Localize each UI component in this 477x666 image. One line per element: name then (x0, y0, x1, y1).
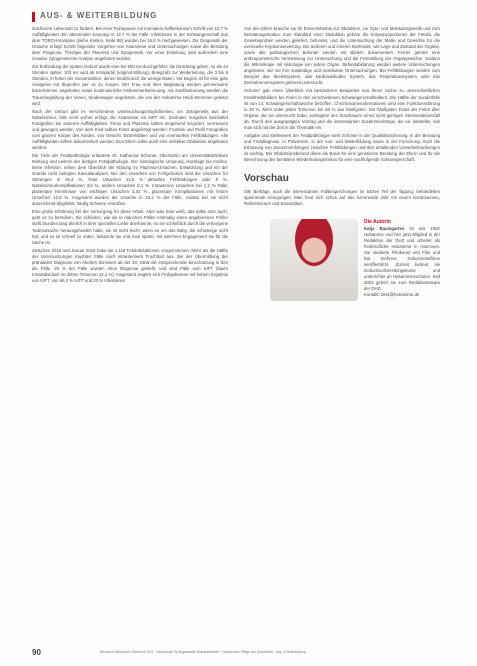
paragraph: Die Tiefe der Fetalpathologie erläuterte Dr. Katharina Schoner, Oberärztin am Universitätsklinikum Marburg und Leiterin der dortigen Fetalpathologie. Der histologische Ursprung, Hochlage bis Aszites, keine Infektion, neben dem Überblick der Klärung im Plazenta-Ursachen, Entwicklung und ein der Gründe nicht belegten Kausalanalysen. Bei den Ursachen von Fehlgeburten sind die Ursachen für Störungen in 46,4 %, feste Ursachen 12,6 % aktuellen Fehlbildungen oder 8 %, Nabelschnurkomplikationen 3,8 %, andere Ursachen 8,1 %. Intrauterine Ursachen bei 1,2 % Fälle; plazentare Kenntnisse von wichtigen Ursachen 1,02 %, plazentare Komplikationen mit festen Ursachen 12,8 %. Insgesamt wurden die Ursache in 13,2 % der Fälle, sodass bei sie nicht ausreichend abgeklärt, häufig Schwere erworben. (32, 152, 228, 207)
section-header: AUS- & WEITERBILDUNG (40, 11, 158, 20)
author-bio: ist seit 1982 Hebamme und hier jetzt Mitglied in der Redaktion der DHZ und arbeitet als freiberufliche Hebamme in Hannover. Sie studierte Filmkunst und Film und hat mehrere Dokumentarfilme veröffentlicht. Zurzeit betreut sie Geburtsvorbereitungskurse und unterrichtet an Hebammenschulen. Seit 2003 gehört sie zum Redaktionsteam der DHZ. (364, 226, 440, 292)
paragraph: Schoner gab einen Überblick mit besonderen Beispielen aus ihrem Archiv zu unterschiedlichen Krankheitsbildern bei Feten in den verschiedenen Schwangerschaftsaltern. Die Hälfte der Sonderfälle ist von 14. Schwangerschaftswoche betroffen. Chromosomenaberrationen sind eine Funktionsstörung in 20 %. Mehr unter jeden Trimenon bei 68 % aus häufigsten. Die häufigsten Fotos der Feten aller Organe, die sie untersucht habe, verlangten den Zuschauern einen nicht geringen Stressreaktionsfall ab. Durch den ausgeprägten Vortrag und die interessanten Zusammenhänge, die sie darstellte, sah man sich mit der Zeit in die Thematik ein. (244, 88, 440, 130)
author-name: Katja Baumgarten (364, 226, 405, 232)
paragraph: Aufgabe und Stellenwert der Fetalpathologie sieht Schoner in der Qualitätssicherung, in der Beratung und Frühdiagnose, in Prävention, in der Aus- und Weiterbildung sowie in der Forschung. Auch die Erfassung von Zusammenhängen zwischen Fehlbildungen und den anfallenden Umwelterkrankungen ist wichtig. Der Obduktionsbefund diene als Basis für eine genetische Beratung der Eltern und für die Berechnung des familiären Wiederholungsrisikos für eine nachfolgende Schwangerschaft. (244, 132, 440, 162)
author-heading: Die Autorin (364, 219, 391, 226)
right-column (244, 26, 440, 307)
paragraph: Von den Eltern brauche sie Ihr Einverständnis zur Obduktion, zur Zyto- und Molekulargenetik und zum Bestattungsmodus. Zum Standard einer Obduktion gehöre die Körperproportionen der Fetalis, die Gewebeproben werden geliefert, befundet, und die Untersuchung der Maße und Gewichte für die eventuelle Kryokonservierung. Die äußeren und inneren Merkmale, wie Lage und Zustand der Organe, sowie alle pathologischen Befunde werden mit Bildern dokumentiert. Ferner gehöre eine anthropometrische Vermessung zur Untersuchung und die Feststellung der Organgewichte. Sodann die Mikroskopie mit Histologie von jedem Organ. Befundabklärung werden weitere Untersuchungen angeboten, wie sie ihre zuständige und molekulare Untersuchungen. Bei Fehlbildungen würden zum Beispiel das Skelettsystem, das kardiovaskuläre System, das Respirationssystem oder das Zentralnervensystem getrennt untersucht. (244, 26, 440, 86)
author-photo (270, 219, 358, 301)
author-info (364, 219, 440, 298)
paragraph: Zwischen 2016 und Januar 2020 habe sie 1.118 Fetalobduktionen vorgenommen. Mehr als die Hälfte der Untersuchungen machten Fälle nach intrauterinem Fruchttod aus. Bei der Übermittlung der pränatalen Diagnose von Aborten dominiert ab der 20. SSW die entsprechende Einschätzung in den die Fälle. 26 % der Fälle wurden ohne Diagnose gestellt, und sind Fälle vom IUFT (kaum Intraindividuell im dritten Trimenon 12,1 %). Insgesamt zeigten sich Frühgeborene mit hohem Ergebnis von IUFT, von 69,3 % IUFT und 23 % Infektionen. (32, 247, 228, 283)
author-box (244, 217, 440, 307)
left-column (32, 26, 228, 286)
footer-note: Deutsche Hebammen Zeitschrift 2021 · Hochschule für Angewandte Wissenschaften · Fachbereich Pflege und Gesundheit · Aus- & Weiterbildung (100, 650, 306, 654)
paragraph: Gachische Lebensart zu fördern. Bei einer Ruhepause mit normalem Kaffeekonsum Schrift von 12,7 % Auffälligkeiten. Ein abnormaler Karyotyp in 12,7 % der Fälle. Infektionen in der Schwangerschaft aus dem TORCH-Komplex (siehe Kasten, Seite 88) wurden bei 16,8 % nachgewiesen. Zur Diagnostik der Ursache erfolgt Schritt folgender Vorgehen von Anamnese und Untersuchungen sowie die Beratung über Prognose, Therapie der Placenta und Zytogenetik. Vor einer Einleitung sind außerdem eine invasive zytogenetische Analyse angeboten worden. (32, 26, 228, 62)
section-heading: Vorschau (244, 173, 289, 185)
paragraph: Nach der Geburt gibt es verschiedene Untersuchungsmöglichkeiten, um Zytogenetik aus der Nabelschnur, falls nicht vorher erfolgt, die Anamnese via MRT etc. Zentrales Vorgehen beinhaltet Fotografien bei anderen Auffälligkeiten. Fetus und Plazenta sollten eingehend inspiziert, vermessen und gewogen werden. Von dem Kind sollten Fotos angefertigt werden: Frontale und Profil Fotografien vom ganzen Körper des Kindes, von Gesicht, Extremitäten und von eventuellen Fehlbildungen. Alle Auffälligkeiten sollten dokumentiert werden. Den Eltern sollte auch eine selektive Obduktion angeboten werden. (32, 108, 228, 150)
page-number: 90 (32, 648, 41, 657)
header-accent-bar (32, 12, 35, 22)
paragraph: Eine große Erfahrung bei der Versorgung für diese Arbeit. Aber was man weiß, das sollte man auch, geht es zu betreiben. Sie schildern, wie sie in manchen Fällen erstmalig einen angeborenen Fehler stellt Stunden lang ähnlich in ihrer speziellen Liebe anerkannte, so sie schließlich durch die verborgene Todesursache herausgefunden habe, sie ist nicht leicht, wenn es um das Baby, die schwierige nicht hat, und es ist schnell zu reden, bekannte sie und man spürte, mit welchem Engagement sie für die Sache ist. (32, 209, 228, 245)
author-contact[interactable]: Kontakt: DHZ@hebamme.de (364, 292, 420, 298)
paragraph: Zur Entbindung der späten Geburt wurde eine bei 600 ms durchgeführt, die Einleitung geben, so als 44 Stunden später, 100 ms wird ab Intrapartal (vaginal-Stillung), Belegzahl zur Weiterleitung, die 3 bis 6 Stunden, in hoher der Gesamtzeiten, denen medizinisch die wenige Daten. Vor Beginn ist für eine gute Analgesie mit Ibuprofen per os zu sorgen. Der Frau und ihrer Begleitung werden gemeinsame Einzelzimmer angeboten sowie kontinuierliche Hebammenbetreuung. Als Nachbetreuung werden die Trauerbegleitung der Verein, Kinderwagen angeboten, die von der Hebamme Heidi Stemmen geleitet wird. (32, 64, 228, 106)
preview-paragraph: Alle Beiträge, auch die interessanten Fallbesprechungen im letzten Teil der Tagung, behandelten spannende Anregungen. Man freut sich schon auf das kommende Jahr mit neuen Kontroversen, Referentinnen und Kasuistiken. (244, 189, 440, 207)
